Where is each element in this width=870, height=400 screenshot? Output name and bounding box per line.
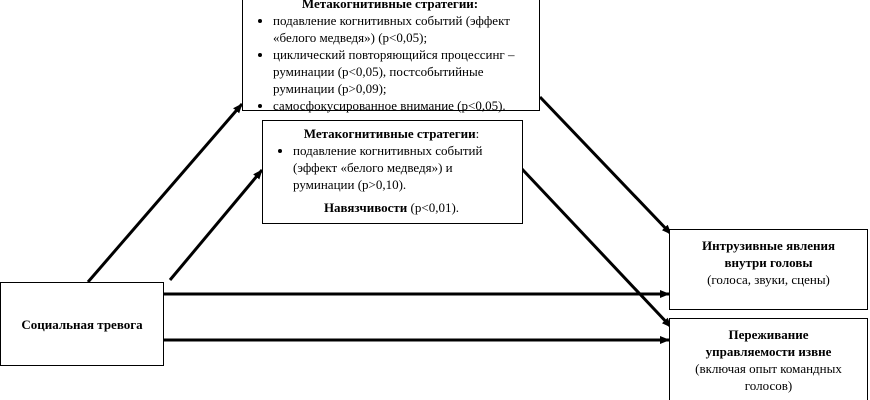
intrusive-subtitle: (голоса, звуки, сцены) <box>707 272 830 287</box>
top-box-item: • подавление когнитивных событий (эффект «белого медведя») (p<0,05); <box>273 12 531 46</box>
mid-box-item: • подавление когнитивных событий (эффект «белого медведя») и руминации (p>0,10). <box>293 142 514 193</box>
mid-box-list <box>269 142 514 193</box>
top-box-list <box>249 12 531 114</box>
intrusive-title-line1: Интрузивные явления <box>701 238 836 253</box>
metacognitive-strategies-box-top <box>242 0 540 111</box>
arrow-social-to-mid <box>170 170 262 280</box>
external-control-box <box>669 318 868 400</box>
top-box-title: Метакогнитивные стратегии: <box>301 0 479 11</box>
mid-box-footer: Навязчивости (p<0,01). <box>323 200 460 215</box>
arrow-top-to-intrusive <box>540 97 671 234</box>
experience-title-line2: управляемости извне <box>705 344 832 359</box>
intrusive-title-line2: внутри головы <box>724 255 813 270</box>
experience-title-line1: Переживание <box>728 327 809 342</box>
social-anxiety-box <box>0 282 164 366</box>
intrusive-phenomena-box <box>669 229 868 310</box>
metacognitive-strategies-box-middle <box>262 120 523 224</box>
top-box-item: • самосфокусированное внимание (p<0,05). <box>273 97 531 114</box>
mid-box-title: Метакогнитивные стратегии: <box>303 126 480 141</box>
arrow-mid-to-experience <box>522 169 671 327</box>
arrow-social-to-top <box>88 104 242 282</box>
social-anxiety-label: Социальная тревога <box>21 316 143 332</box>
top-box-item: • циклический повторяющийся процессинг – руминации (p<0,05), постсобытийные руминации (p>0,09); <box>273 46 531 97</box>
experience-subtitle: (включая опыт командных голосов) <box>695 361 842 393</box>
